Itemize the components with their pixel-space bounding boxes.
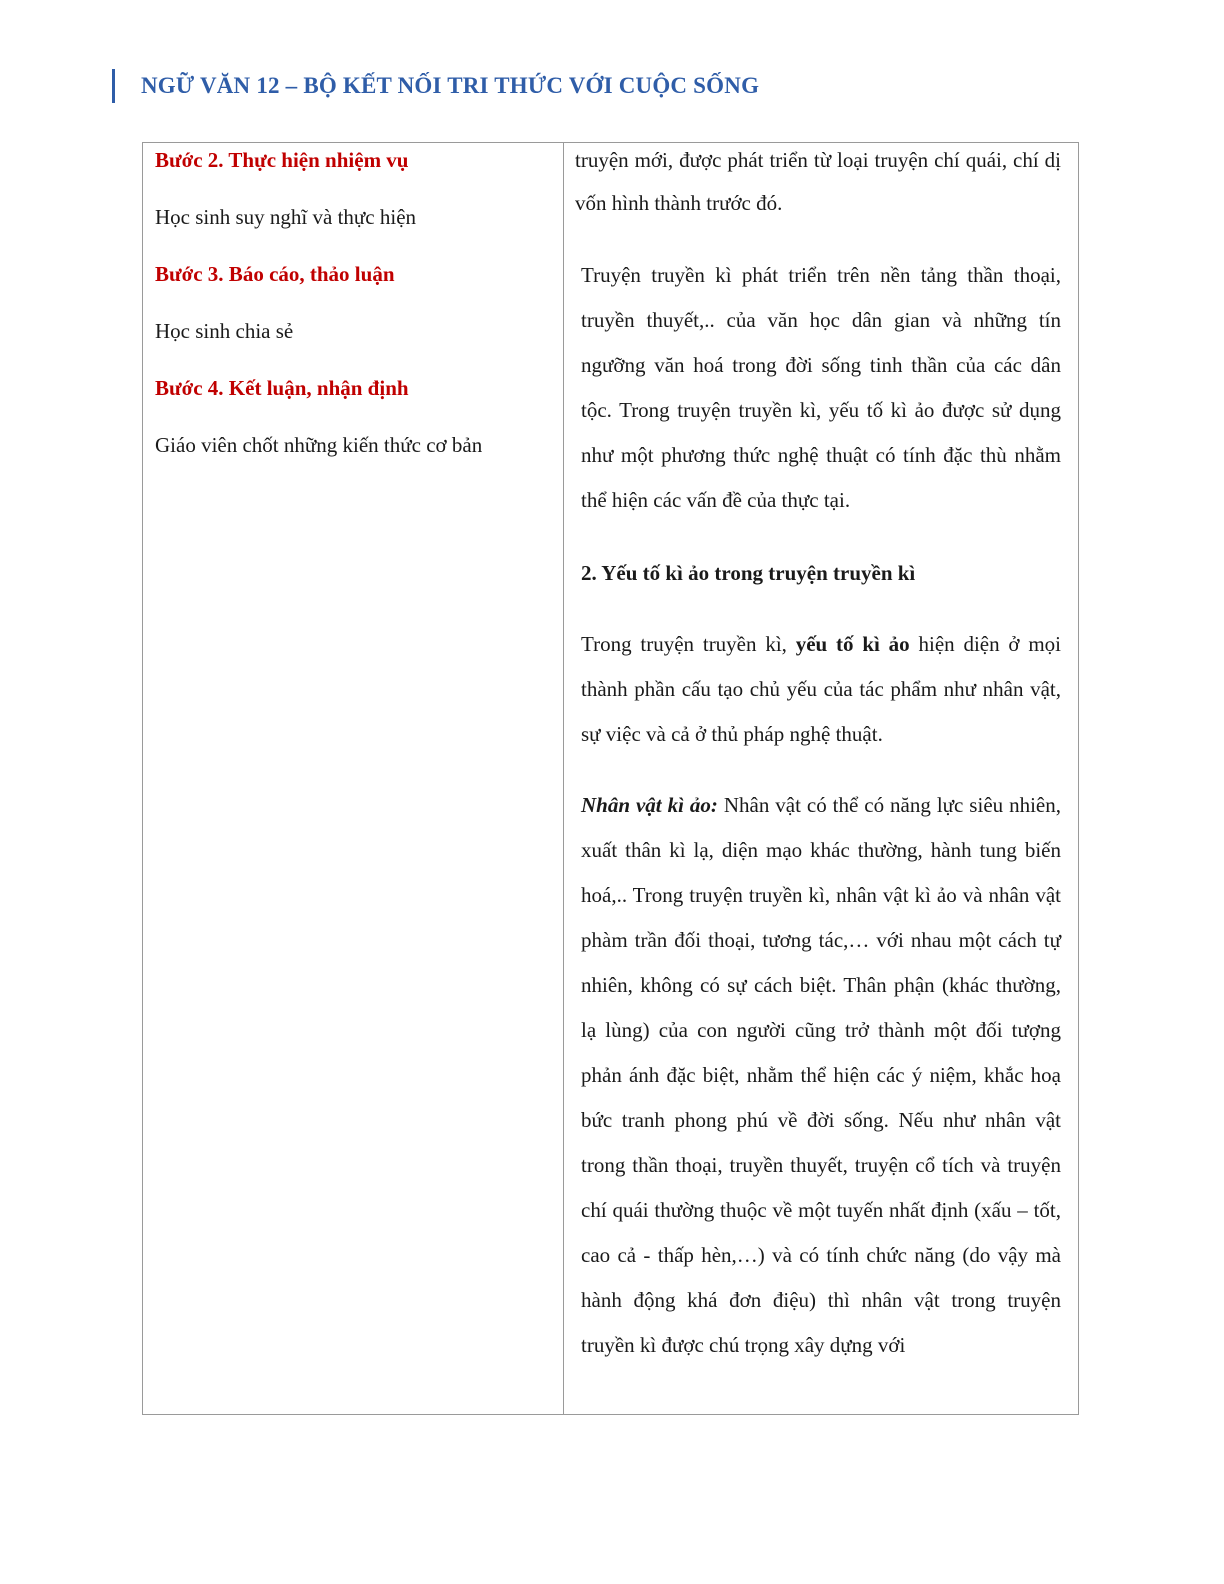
content-column <box>564 143 1078 1414</box>
step4-text: Giáo viên chốt những kiến thức cơ bản <box>155 433 483 457</box>
character-label: Nhân vật kì ảo: <box>581 793 718 817</box>
activity-steps-column <box>143 143 564 1414</box>
page-header <box>112 68 759 104</box>
section2-heading: 2. Yếu tố kì ảo trong truyện truyền kì <box>581 561 916 585</box>
header-accent-bar <box>112 69 115 103</box>
origin-paragraph: Truyện truyền kì phát triển trên nền tảng thần thoại, truyền thuyết,.. của văn học dân gian và những tín ngưỡng văn hoá trong đời sống tinh thần của các dân tộc. Trong truyện truyền kì, yếu tố kì ảo được sử dụng như một phương thức nghệ thuật có tính đặc thù nhằm thể hiện các vấn đề của thực tại. <box>581 263 1061 512</box>
step4-title: Bước 4. Kết luận, nhận định <box>155 376 409 400</box>
step3-text: Học sinh chia sẻ <box>155 319 294 343</box>
header-title: NGỮ VĂN 12 – BỘ KẾT NỐI TRI THỨC VỚI CUỘC SỐNG <box>141 73 760 98</box>
step2-text: Học sinh suy nghĩ và thực hiện <box>155 205 417 229</box>
elements-paragraph <box>575 622 1061 757</box>
step3-title: Bước 3. Báo cáo, thảo luận <box>155 262 395 286</box>
intro-paragraph: truyện mới, được phát triển từ loại truyện chí quái, chí dị vốn hình thành trước đó. <box>575 148 1061 215</box>
character-text: Nhân vật có thể có năng lực siêu nhiên, xuất thân kì lạ, diện mạo khác thường, hành tung biến hoá,.. Trong truyện truyền kì, nhân vật kì ảo và nhân vật phàm trần đối thoại, tương tác,… với nhau một cách tự nhiên, không có sự cách biệt. Thân phận (khác thường, lạ lùng) của con người cũng trở thành một đối tượng phản ánh đặc biệt, nhằm thể hiện các ý niệm, khắc hoạ bức tranh phong phú về đời sống. Nếu như nhân vật trong thần thoại, truyền thuyết, truyện cổ tích và truyện chí quái thường thuộc về một tuyến nhất định (xấu – tốt, cao cả - thấp hèn,…) và có tính chức năng (do vậy mà hành động khá đơn điệu) thì nhân vật trong truyện truyền kì được chú trọng xây dựng với <box>581 793 1061 1357</box>
elements-text-pre: Trong truyện truyền kì, <box>581 632 796 656</box>
step2-title: Bước 2. Thực hiện nhiệm vụ <box>155 148 409 172</box>
elements-text-post: hiện diện ở mọi thành phần cấu tạo chủ yếu của tác phẩm như nhân vật, sự việc và cả ở thủ pháp nghệ thuật. <box>581 632 1062 746</box>
character-paragraph <box>575 783 1061 1368</box>
elements-text-bold: yếu tố kì ảo <box>795 632 910 656</box>
lesson-table <box>142 142 1079 1415</box>
